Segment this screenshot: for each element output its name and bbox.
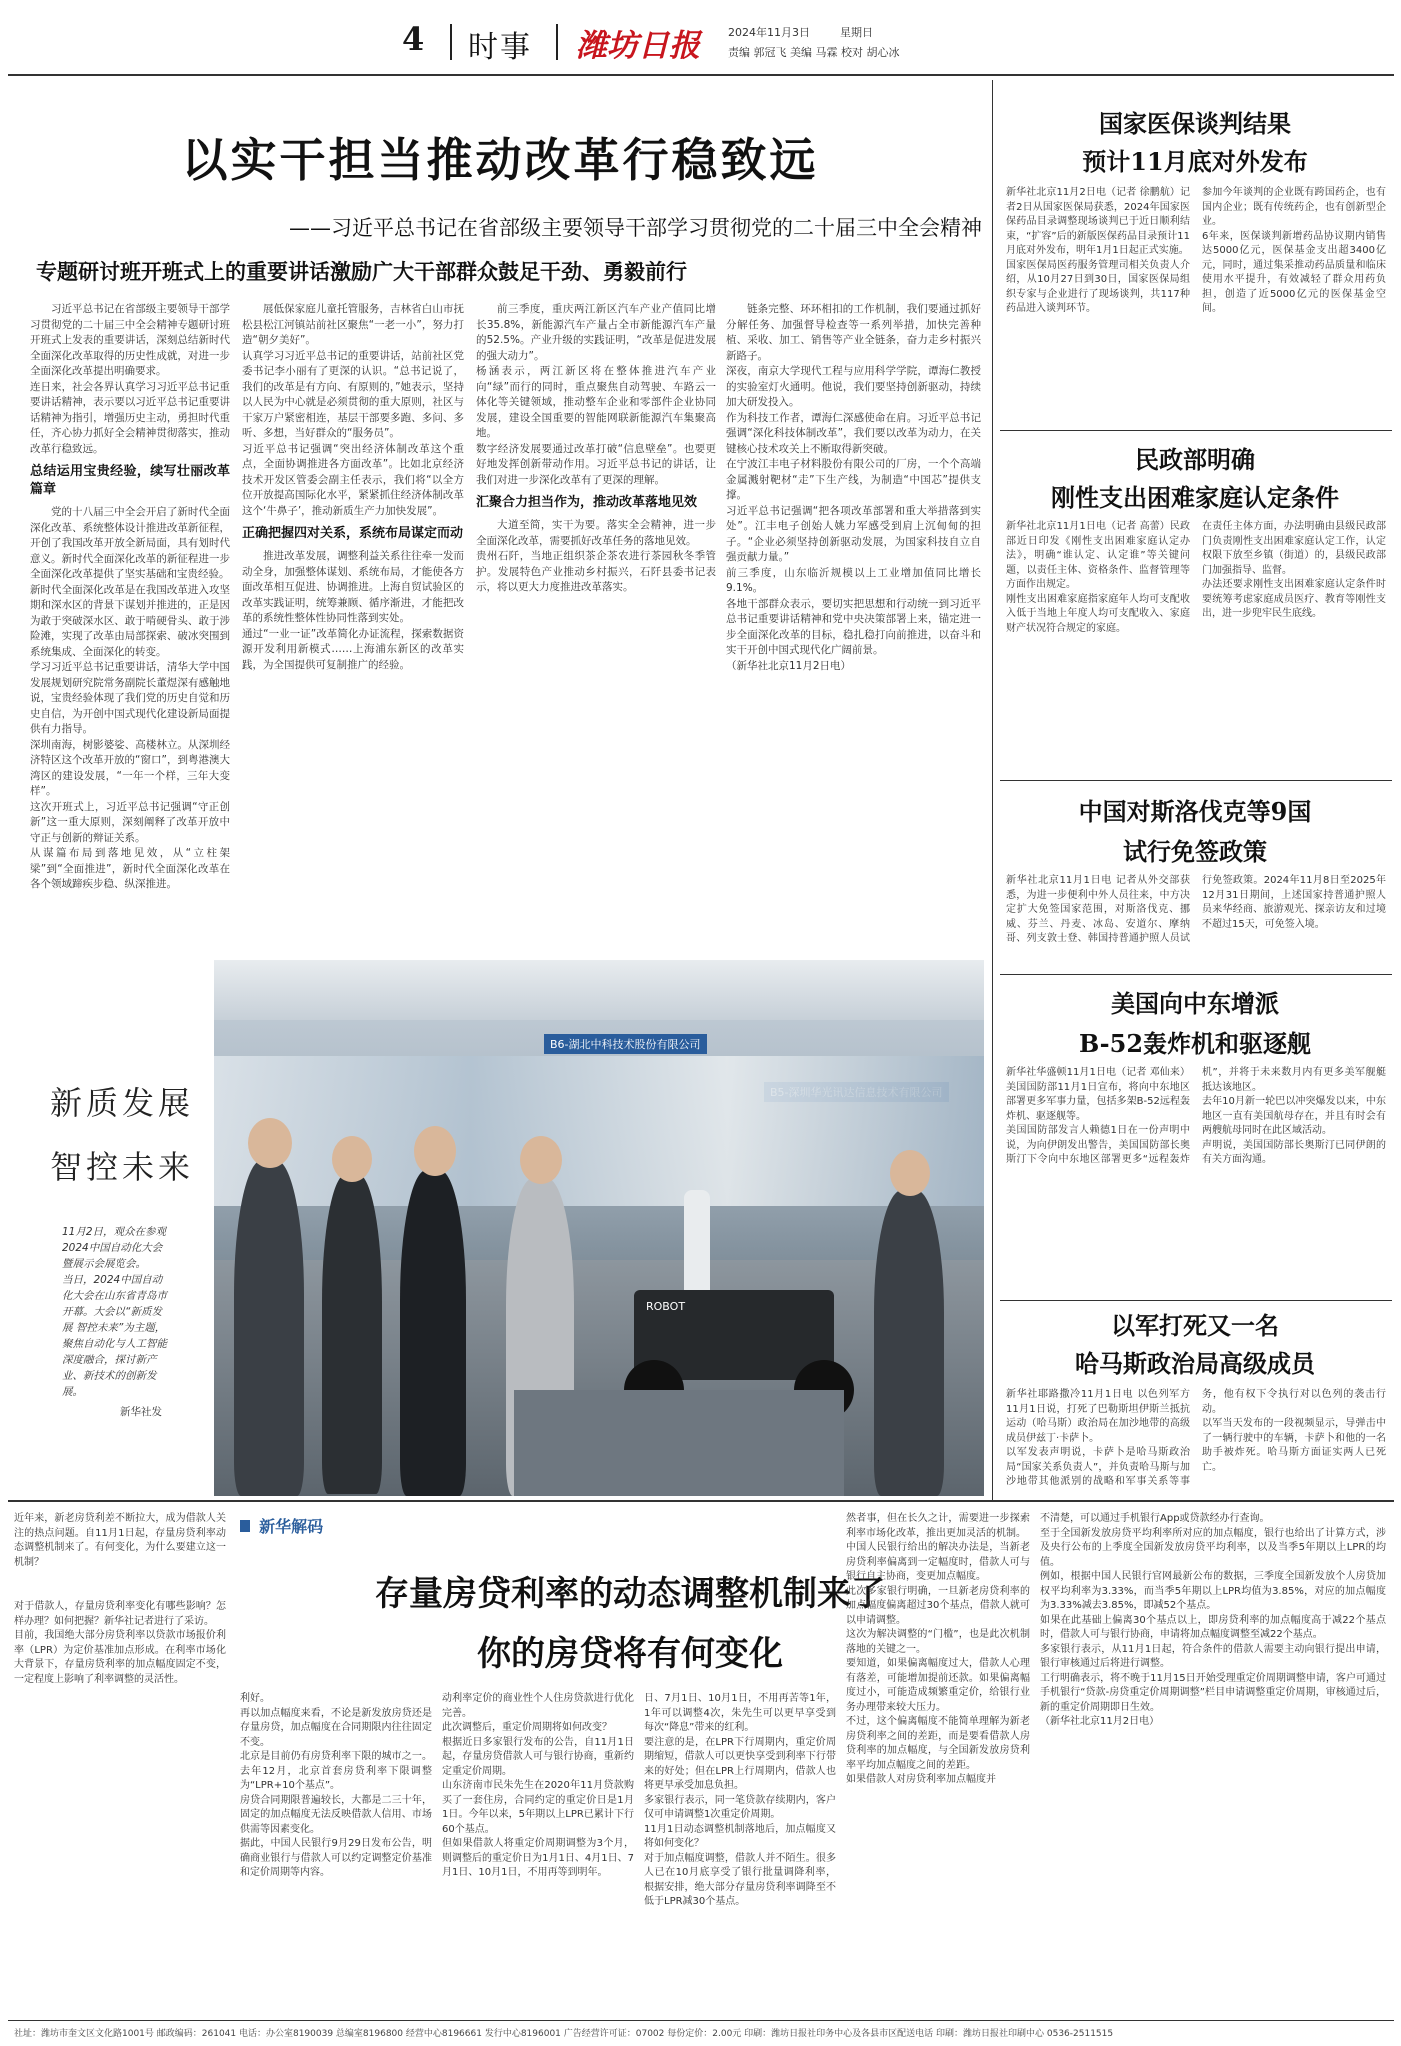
bottom-tag-marker — [240, 1520, 250, 1532]
side-story-2-title-2: 刚性支出困难家庭认定条件 — [1051, 483, 1339, 512]
side-rule-2 — [1000, 780, 1392, 781]
side-rule-1 — [1000, 430, 1392, 431]
lead-bottom-rule — [8, 1500, 1394, 1502]
lead-subtitle-1: ——习近平总书记在省部级主要领导干部学习贯彻党的二十届三中全会精神 — [289, 216, 982, 240]
page-number: 4 — [402, 20, 425, 58]
bottom-column-4: 动利率定价的商业性个人住房贷款进行优化完善。 此次调整后，重定价周期将如何改变？ 根据近日多家银行发布的公告，自11月1日起，存量房贷借款人可与银行协商，重新约定重定价周期。 山东济南市民朱先生在2020年11月贷款购买了一套住房，合同约定的重定价日是1月1日。今年以来，5年期以上LPR已累计下行60个基点。 但如果借款人将重定价周期调整为3个月，则调整后的重定价日为1月1日、4月1日、7月1日、10月1日，不用再等到明年。 — [442, 1693, 634, 1878]
side-story-2-text: 新华社北京11月1日电（记者 高蕾）民政部近日印发《刚性支出困难家庭认定办法》，明确“谁认定、认定谁”等关键问题，以责任主体、资格条件、监督管理等方面作出规定。 刚性支出困难家庭指家庭年人均可支配收入低于当地上年度人均可支配收入、家庭财产状况符合规定的家庭。 在责任主体方面，办法明确由县级民政部门负责刚性支出困难家庭认定工作，认定权限下放至乡镇（街道）的，县级民政部门加强指导、监督。 办法还要求刚性支出困难家庭认定条件时要统筹考虑家庭成员医疗、教育等刚性支出，进一步兜牢民生底线。 — [1006, 521, 1386, 634]
vertical-column-rule — [992, 80, 993, 1500]
expo-photo — [214, 960, 984, 1496]
paper-logo: 潍坊日报 — [576, 28, 700, 64]
visitor-5-head — [890, 1150, 930, 1196]
side-rule-3 — [1000, 974, 1392, 975]
robot-arm — [684, 1190, 710, 1300]
booth-sign-1: B6-湖北中科技术股份有限公司 — [544, 1034, 707, 1054]
lead-subhead-2: 正确把握四对关系，系统布局谋定而动 — [242, 526, 464, 541]
bottom-column-1: 近年来，新老房贷利差不断拉大，成为借款人关注的热点问题。自11月1日起，存量房贷利率动态调整机制来了。有何变化，为什么要建立这一机制？ — [14, 1513, 226, 1568]
lead-title: 以实干担当推动改革行稳致远 — [181, 133, 819, 187]
ceiling-lights — [214, 960, 984, 1020]
lead-column-1 — [30, 302, 230, 947]
visitor-4-head — [520, 1136, 562, 1184]
section-name: 时事 — [468, 30, 532, 65]
side-story-3-title-2: 试行免签政策 — [1123, 837, 1267, 866]
lead-col2-text: 展低保家庭儿童托管服务，吉林省白山市抚松县松江河镇站前社区聚焦“一老一小”，努力打造“朝夕美好”。 认真学习习近平总书记的重要讲话，站前社区党委书记李小丽有了更深的认识。“总书记说了，我们的改革是有方向、有原则的，”她表示，坚持以人民为中心就是必须贯彻的重大原则，社区与干家万户紧密相连，基层干部要多跑、多问、多听、多想，当好群众的“服务员”。 习近平总书记强调“突出经济体制改革这个重点，全面协调推进各方面改革”。比如北京经济技术开发区管委会副主任表示，我们将“以全方位开放提高国际化水平，紧紧抓住经济体制改革这个‘牛鼻子’，推动新质生产力加快发展”。 — [242, 303, 464, 517]
issue-date: 2024年11月3日 — [728, 26, 810, 39]
lead-col3-text: 前三季度，重庆两江新区汽车产业产值同比增长35.8%，新能源汽车产量占全市新能源汽车产量的52.5%。产业升级的实践证明，“改革是促进发展的强大动力”。 杨涵表示，两江新区将在整体推进汽车产业向“绿”而行的同时，重点聚焦自动驾驶、车路云一体化等关键领域，推动整车企业和零部件企业协同发展，建设全国重要的智能网联新能源汽车集聚高地。 数字经济发展要通过改革打破“信息壁垒”。也要更好地发挥创新带动作用。习近平总书记的讲话，让我们对进一步深化改革有了更深的理解。 — [476, 303, 716, 486]
display-table — [514, 1390, 844, 1496]
lead-subhead-3: 汇聚合力担当作为，推动改革落地见效 — [476, 495, 698, 510]
lead-col4-text: 链条完整、环环相扣的工作机制，我们要通过抓好分解任务、加强督导检查等一系列举措，加快完善种植、采收、加工、销售等产业全链条，奋力走乡村振兴新路子。 深夜，南京大学现代工程与应用科学学院，谭海仁教授的实验室灯火通明。他说，我们要坚持创新驱动，持续加大研发投入。 作为科技工作者，谭海仁深感使命在肩。习近平总书记强调“深化科技体制改革”，我们要以改革为动力，在关键核心技术攻关上不断取得新突破。 在宁波江丰电子材料股份有限公司的厂房，一个个高端金属溅射靶材“走”下生产线，为制造“中国芯”提供支撑。 习近平总书记强调“把各项改革部署和重大举措落到实处”。江丰电子创始人姚力军感受到肩上沉甸甸的担子。“企业必须坚持创新驱动发展，为国家科技自立自强贡献力量。” 前三季度，山东临沂规模以上工业增加值同比增长9.1%。 各地干部群众表示，要切实把思想和行动统一到习近平总书记重要讲话精神和党中央决策部署上来，锚定进一步全面深化改革的目标，稳扎稳打向前推进，以奋斗和实干开创中国式现代化广阔前景。 （新华社北京11月2日电） — [726, 303, 981, 672]
footer-rule — [8, 2020, 1394, 2021]
visitor-3 — [400, 1170, 466, 1496]
side-story-4-title-1: 美国向中东增派 — [1111, 989, 1279, 1018]
issue-weekday: 星期日 — [840, 26, 873, 39]
booth-wall — [214, 1056, 984, 1206]
bottom-column-2: 对于借款人，存量房贷利率变化有哪些影响？怎样办理？如何把握？新华社记者进行了采访。 目前，我国绝大部分房贷利率以贷款市场报价利率（LPR）为定价基准加点形成。在利率市场化大背景下，存量房贷利率的加点幅度固定不变，一定程度上影响了利率调整的灵活性。 — [14, 1601, 226, 1685]
side-story-5-text: 新华社耶路撒冷11月1日电 以色列军方11月1日说，打死了巴勒斯坦伊斯兰抵抗运动（哈马斯）政治局在加沙地带的高级成员伊兹丁·卡萨卜。 以军发表声明说，卡萨卜是哈马斯政治局“国家关系负责人”，并负责哈马斯与加沙地带其他派别的战略和军事关系等事务，他有权下令执行对以色列的袭击行动。 以军当天发布的一段视频显示，导弹击中了一辆行驶中的车辆，卡萨卜和他的一名助手被炸死。哈马斯方面证实两人已死亡。 — [1006, 1389, 1386, 1487]
side-story-3-text: 新华社北京11月1日电 记者从外交部获悉，为进一步便利中外人员往来，中方决定扩大免签国家范围，对斯洛伐克、挪威、芬兰、丹麦、冰岛、安道尔、摩纳哥、列支敦士登、韩国持普通护照人员试行免签政策。2024年11月8日至2025年12月31日期间，上述国家持普通护照人员来华经商、旅游观光、探亲访友和过境不超过15天，可免签入境。 — [1006, 875, 1386, 944]
masthead — [0, 0, 1401, 72]
editor-credits: 责编 郭冠飞 美编 马霖 校对 胡心冰 — [728, 46, 900, 59]
visitor-2-head — [332, 1136, 372, 1182]
side-story-4-text: 新华社华盛顿11月1日电（记者 邓仙来）美国国防部11月1日宣布，将向中东地区部署更多军事力量，包括多架B-52远程轰炸机、驱逐舰等。 美国国防部发言人赖德1日在一份声明中说，为向伊朗发出警告，美国国防部长奥斯汀下令向中东地区部署更多“远程轰炸机”，并将于未来数月内有更多美军舰艇抵达该地区。 去年10月新一轮巴以冲突爆发以来，中东地区一直有美国航母存在，并且有时会有两艘航母同时在此区域活动。 声明说，美国国防部长奥斯汀已同伊朗的有关方面沟通。 — [1006, 1067, 1386, 1165]
bottom-tag-label: 新华解码 — [259, 1517, 324, 1536]
bottom-title-1: 存量房贷利率的动态调整机制来了 — [375, 1574, 885, 1614]
lead-col2b-text: 推进改革发展，调整利益关系往往牵一发而动全身，加强整体谋划、系统布局，才能使各方面改革相互促进、协调推进。上海自贸试验区的改革实践证明，统筹兼顾、循序渐进，才能把改革的系统性整体性协同性落到实处。 通过“一业一证”改革简化办证流程，探索数据资源开发利用新模式……上海浦东新区的改革实践，为全国提供可复制推广的经验。 — [242, 550, 464, 671]
lead-subtitle-2: 专题研讨班开班式上的重要讲话激励广大干部群众鼓足干劲、勇毅前行 — [36, 260, 687, 284]
bottom-column-6: 然者事，但在长久之计，需要进一步探索利率市场化改革，推出更加灵活的机制。 中国人民银行给出的解决办法是，当新老房贷利率偏离到一定幅度时，借款人可与银行自主协商，变更加点幅度。 此次多家银行明确，一旦新老房贷利率的加点幅度偏离超过30个基点，借款人就可以申请调整。 这次为解决调整的“门槛”，也是此次机制落地的关键之一。 要知道，如果偏离幅度过大，借款人心理有落差，可能增加提前还款。如果偏离幅度过小，可能造成频繁重定价，给银行业务办理带来较大压力。 不过，这个偏离幅度不能简单理解为新老房贷利率之间的差距，而是要看借款人房贷利率的加点幅度，与全国新发放房贷利率平均加点幅度之间的差距。 如果借款人对房贷利率加点幅度并 — [846, 1513, 1030, 1785]
photo-headline-2: 智控未来 — [50, 1148, 195, 1186]
robot-label: ROBOT — [646, 1300, 686, 1313]
footer-info: 社址：潍坊市奎文区文化路1001号 邮政编码：261041 电话：办公室8190039 总编室8196800 经营中心8196661 发行中心8196001 广告经营许可证：07002 每份定价：2.00元 印刷：潍坊日报社印务中心及各县市区配送电话 印刷：潍坊日报社印刷中心 0536-2511515 — [14, 2029, 1114, 2039]
photo-headline-1: 新质发展 — [50, 1084, 195, 1122]
side-story-5-title-2: 哈马斯政治局高级成员 — [1075, 1349, 1315, 1378]
side-story-2-title-1: 民政部明确 — [1135, 445, 1255, 474]
visitor-1 — [234, 1160, 304, 1496]
lead-col1b-text: 党的十八届三中全会开启了新时代全面深化改革、系统整体设计推进改革新征程，开创了我国改革开放全新局面，具有划时代意义。新时代全面深化改革的新征程进一步全面深化改革提供了坚实基础和宝贵经验。 新时代全面深化改革是在我国改革进入攻坚期和深水区的背景下谋划并推进的，正是因为敢于突破深水区、敢于啃硬骨头、敢于涉险滩，实现了改革由局部探索、破冰突围到系统集成、全面深化的转变。 学习习近平总书记重要讲话，清华大学中国发展规划研究院常务副院长董煜深有感触地说，宝贵经验体现了我们党的历史自觉和历史自信，为开创中国式现代化建设新局面提供有力指导。 深圳南海，树影婆娑、高楼林立。从深圳经济特区这个改革开放的“窗口”，到粤港澳大湾区的建设发展，“一年一个样，三年大变样”。 这次开班式上，习近平总书记强调“守正创新”这一重大原则，深刻阐释了改革开放中守正与创新的辩证关系。 从谋篇布局到落地见效，从“立柱架梁”到“全面推进”，新时代全面深化改革在各个领域蹄疾步稳、纵深推进。 — [30, 506, 230, 890]
lead-column-4 — [726, 302, 981, 947]
lead-column-3 — [476, 302, 716, 947]
side-story-4-title-2: B-52轰炸机和驱逐舰 — [1078, 1029, 1312, 1058]
photo-caption: 11月2日，观众在参观2024中国自动化大会暨展示会展览会。 当日，2024中国自动化大会在山东省青岛市开幕。大会以“新质发展 智控未来”为主题，聚焦自动化与人工智能深度融合，探讨新产业、新技术的创新发展。 — [62, 1226, 167, 1398]
side-rule-4 — [1000, 1300, 1392, 1301]
bottom-title-2: 你的房贷将有何变化 — [477, 1634, 783, 1674]
bottom-tag — [240, 1514, 323, 1537]
masthead-rule — [8, 74, 1394, 76]
bottom-column-5: 日、7月1日、10月1日，不用再苦等1年，1年可以调整4次，朱先生可以更早享受到每次“降息”带来的红利。 要注意的是，在LPR下行周期内，重定价周期缩短，借款人可以更快享受到利率下行带来的好处；但在LPR上行周期内，借款人也将更早承受加息负担。 多家银行表示，同一笔贷款存续期内，客户仅可申请调整1次重定价周期。 11月1日动态调整机制落地后，加点幅度又将如何变化？ 对于加点幅度调整，借款人并不陌生。很多人已在10月底享受了银行批量调降利率，根据安排，绝大部分存量房贷利率调降至不低于LPR减30个基点。 — [644, 1693, 836, 1907]
photo-credit: 新华社发 — [120, 1406, 162, 1418]
lead-col3b-text: 大道至简，实干为要。落实全会精神，进一步全面深化改革，需要抓好改革任务的落地见效。 贵州石阡，当地正组织茶企茶农进行茶园秋冬季管护。发展特色产业推动乡村振兴，石阡县委书记表示，将以更大力度推进改革落实。 — [476, 519, 716, 593]
side-story-1-text: 新华社北京11月2日电（记者 徐鹏航）记者2日从国家医保局获悉，2024年国家医保药品目录调整现场谈判已于近日顺利结束，“扩容”后的新版医保药品目录预计11月底对外发布，明年1月1日起正式实施。 国家医保局医药服务管理司相关负责人介绍，从10月27日到30日，国家医保局组织专家与企业进行了现场谈判，共117种药品进入谈判环节。 参加今年谈判的企业既有跨国药企，也有国内企业；既有传统药企，也有创新型企业。 6年来，医保谈判新增药品协议期内销售达5000亿元，医保基金支出超3400亿元，同时，通过集采推动药品质量和临床使用水平提升，有效减轻了群众用药负担，创造了近5000亿元的医保基金空间。 — [1006, 187, 1386, 314]
masthead-divider — [450, 24, 452, 60]
lead-subhead-1: 总结运用宝贵经验，续写壮丽改革篇章 — [30, 464, 230, 497]
lead-column-2 — [242, 302, 464, 947]
visitor-3-head — [414, 1126, 456, 1176]
masthead-divider-2 — [556, 24, 558, 60]
side-story-1-title-2: 预计11月底对外发布 — [1082, 147, 1308, 176]
visitor-5 — [874, 1190, 944, 1496]
visitor-1-head — [248, 1118, 292, 1168]
side-story-1-title-1: 国家医保谈判结果 — [1099, 109, 1291, 138]
side-story-3-title-1: 中国对斯洛伐克等9国 — [1078, 797, 1312, 826]
lead-col1-text: 习近平总书记在省部级主要领导干部学习贯彻党的二十届三中全会精神专题研讨班开班式上发表的重要讲话，深刻总结新时代全面深化改革取得的历史性成就，对进一步全面深化改革提出明确要求。 连日来，社会各界认真学习习近平总书记重要讲话精神，表示要以习近平总书记重要讲话精神为指引，增强历史主动，勇担时代重任，齐心协力抓好全会精神贯彻落实，推动改革行稳致远。 — [30, 303, 230, 455]
bottom-column-7: 不清楚，可以通过手机银行App或贷款经办行查询。 至于全国新发放房贷平均利率所对应的加点幅度，银行也给出了计算方式，涉及央行公布的上季度全国新发放房贷平均利率，以及当季5年期以上LPR的均值。 例如，根据中国人民银行官网最新公布的数据，三季度全国新发放个人房贷加权平均利率为3.33%，而当季5年期以上LPR均值为3.85%，对应的加点幅度为3.33%减去3.85%，即减52个基点。 如果在此基础上偏离30个基点以上，即房贷利率的加点幅度高于减22个基点时，借款人可与银行协商，申请将加点幅度调整至减22个基点。 多家银行表示，从11月1日起，符合条件的借款人需要主动向银行提出申请，银行审核通过后将进行调整。 工行明确表示，将不晚于11月15日开始受理重定价周期调整申请，客户可通过手机银行“贷款-房贷重定价周期调整”栏目申请调整重定价周期，审核通过后，新的重定价周期即日生效。 （新华社北京11月2日电） — [1040, 1513, 1386, 1727]
bottom-column-3: 利好。 再以加点幅度来看，不论是新发放房贷还是存量房贷，加点幅度在合同期限内往往固定不变。 北京是目前仍有房贷利率下限的城市之一。去年12月，北京首套房贷利率下限调整为“LPR+10个基点”。 房贷合同期限普遍较长，大都是二三十年，固定的加点幅度无法反映借款人信用、市场供需等因素变化。 据此，中国人民银行9月29日发布公告，明确商业银行与借款人可以约定调整定价基准和定价周期等内容。 — [240, 1693, 432, 1878]
side-story-5-title-1: 以军打死又一名 — [1111, 1311, 1279, 1340]
visitor-2 — [322, 1174, 382, 1494]
